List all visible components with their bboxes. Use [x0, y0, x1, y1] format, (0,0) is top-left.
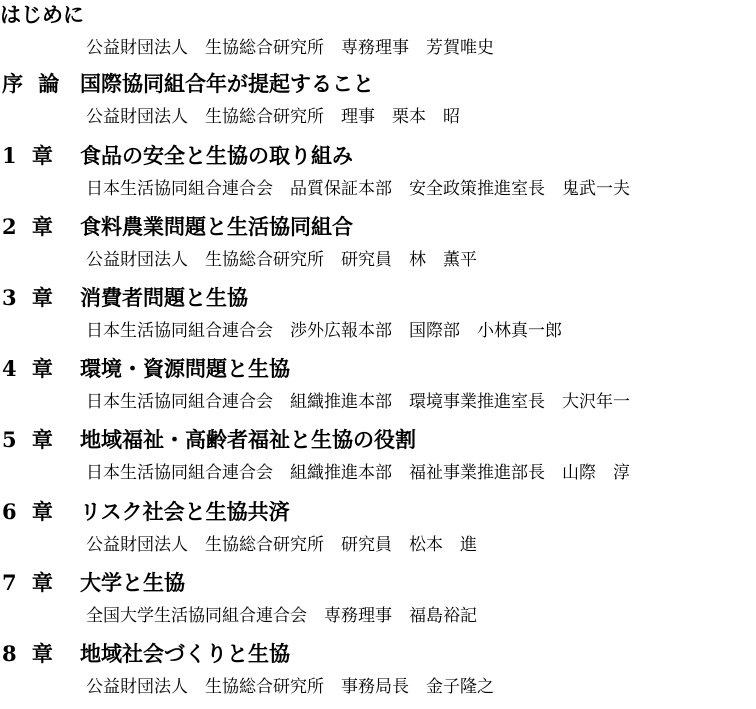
toc-chapter-number: 1 章: [2, 143, 57, 168]
toc-title-line: [0, 425, 756, 455]
toc-author: 日本生活協同組合連合会 組織推進本部 福祉事業推進部長 山際 淳: [86, 463, 630, 483]
toc-author: 公益財団法人 生協総合研究所 専務理事 芳賀唯史: [86, 38, 494, 58]
toc-author: 全国大学生活協同組合連合会 専務理事 福島裕記: [86, 606, 477, 626]
toc-chapter-title: 食品の安全と生協の取り組み: [80, 143, 353, 168]
toc-chapter-title: はじめに: [0, 2, 84, 27]
toc-chapter-title: 国際協同組合年が提起すること: [80, 71, 374, 96]
toc-title-line: [0, 212, 756, 242]
toc-chapter-number: 4 章: [2, 356, 57, 381]
toc-title-line: [0, 354, 756, 384]
toc-entry-chapter-2: [0, 212, 756, 282]
toc-chapter-number: 7 章: [2, 570, 57, 595]
toc-entry-introduction: [0, 0, 756, 70]
toc-chapter-title: 環境・資源問題と生協: [80, 356, 290, 381]
toc-title-line: [0, 141, 756, 171]
toc-entry-chapter-7: [0, 568, 756, 638]
toc-entry-chapter-1: [0, 141, 756, 211]
toc-title-line: [0, 69, 756, 99]
toc-entry-chapter-3: [0, 283, 756, 353]
toc-title-line: [0, 639, 756, 669]
toc-author: 公益財団法人 生協総合研究所 事務局長 金子隆之: [86, 677, 494, 697]
toc-chapter-number: 3 章: [2, 285, 57, 310]
toc-entry-preface: [0, 69, 756, 139]
toc-chapter-title: 地域社会づくりと生協: [80, 641, 290, 666]
toc-chapter-title: 消費者問題と生協: [80, 285, 248, 310]
toc-author: 日本生活協同組合連合会 渉外広報本部 国際部 小林真一郎: [86, 321, 562, 341]
toc-title-line: [0, 568, 756, 598]
toc-entry-chapter-4: [0, 354, 756, 424]
toc-entry-chapter-8: [0, 639, 756, 709]
toc-chapter-title: 食料農業問題と生活協同組合: [80, 214, 353, 239]
toc-entry-chapter-5: [0, 425, 756, 495]
toc-chapter-number: 6 章: [2, 499, 57, 524]
toc-chapter-number: 序 論: [2, 71, 64, 96]
toc-entry-chapter-6: [0, 497, 756, 567]
toc-author: 公益財団法人 生協総合研究所 研究員 林 薫平: [86, 250, 477, 270]
toc-author: 日本生活協同組合連合会 品質保証本部 安全政策推進室長 鬼武一夫: [86, 179, 630, 199]
toc-chapter-number: 5 章: [2, 427, 57, 452]
toc-title-line: [0, 497, 756, 527]
toc-chapter-title: 大学と生協: [80, 570, 185, 595]
toc-chapter-title: 地域福祉・高齢者福祉と生協の役割: [80, 427, 416, 452]
toc-title-line: [0, 283, 756, 313]
toc-author: 日本生活協同組合連合会 組織推進本部 環境事業推進室長 大沢年一: [86, 392, 630, 412]
toc-chapter-title: リスク社会と生協共済: [80, 499, 290, 524]
toc-author: 公益財団法人 生協総合研究所 理事 栗本 昭: [86, 107, 460, 127]
toc-title-line: [0, 0, 756, 30]
toc-chapter-number: 2 章: [2, 214, 57, 239]
toc-author: 公益財団法人 生協総合研究所 研究員 松本 進: [86, 535, 477, 555]
toc-chapter-number: 8 章: [2, 641, 57, 666]
